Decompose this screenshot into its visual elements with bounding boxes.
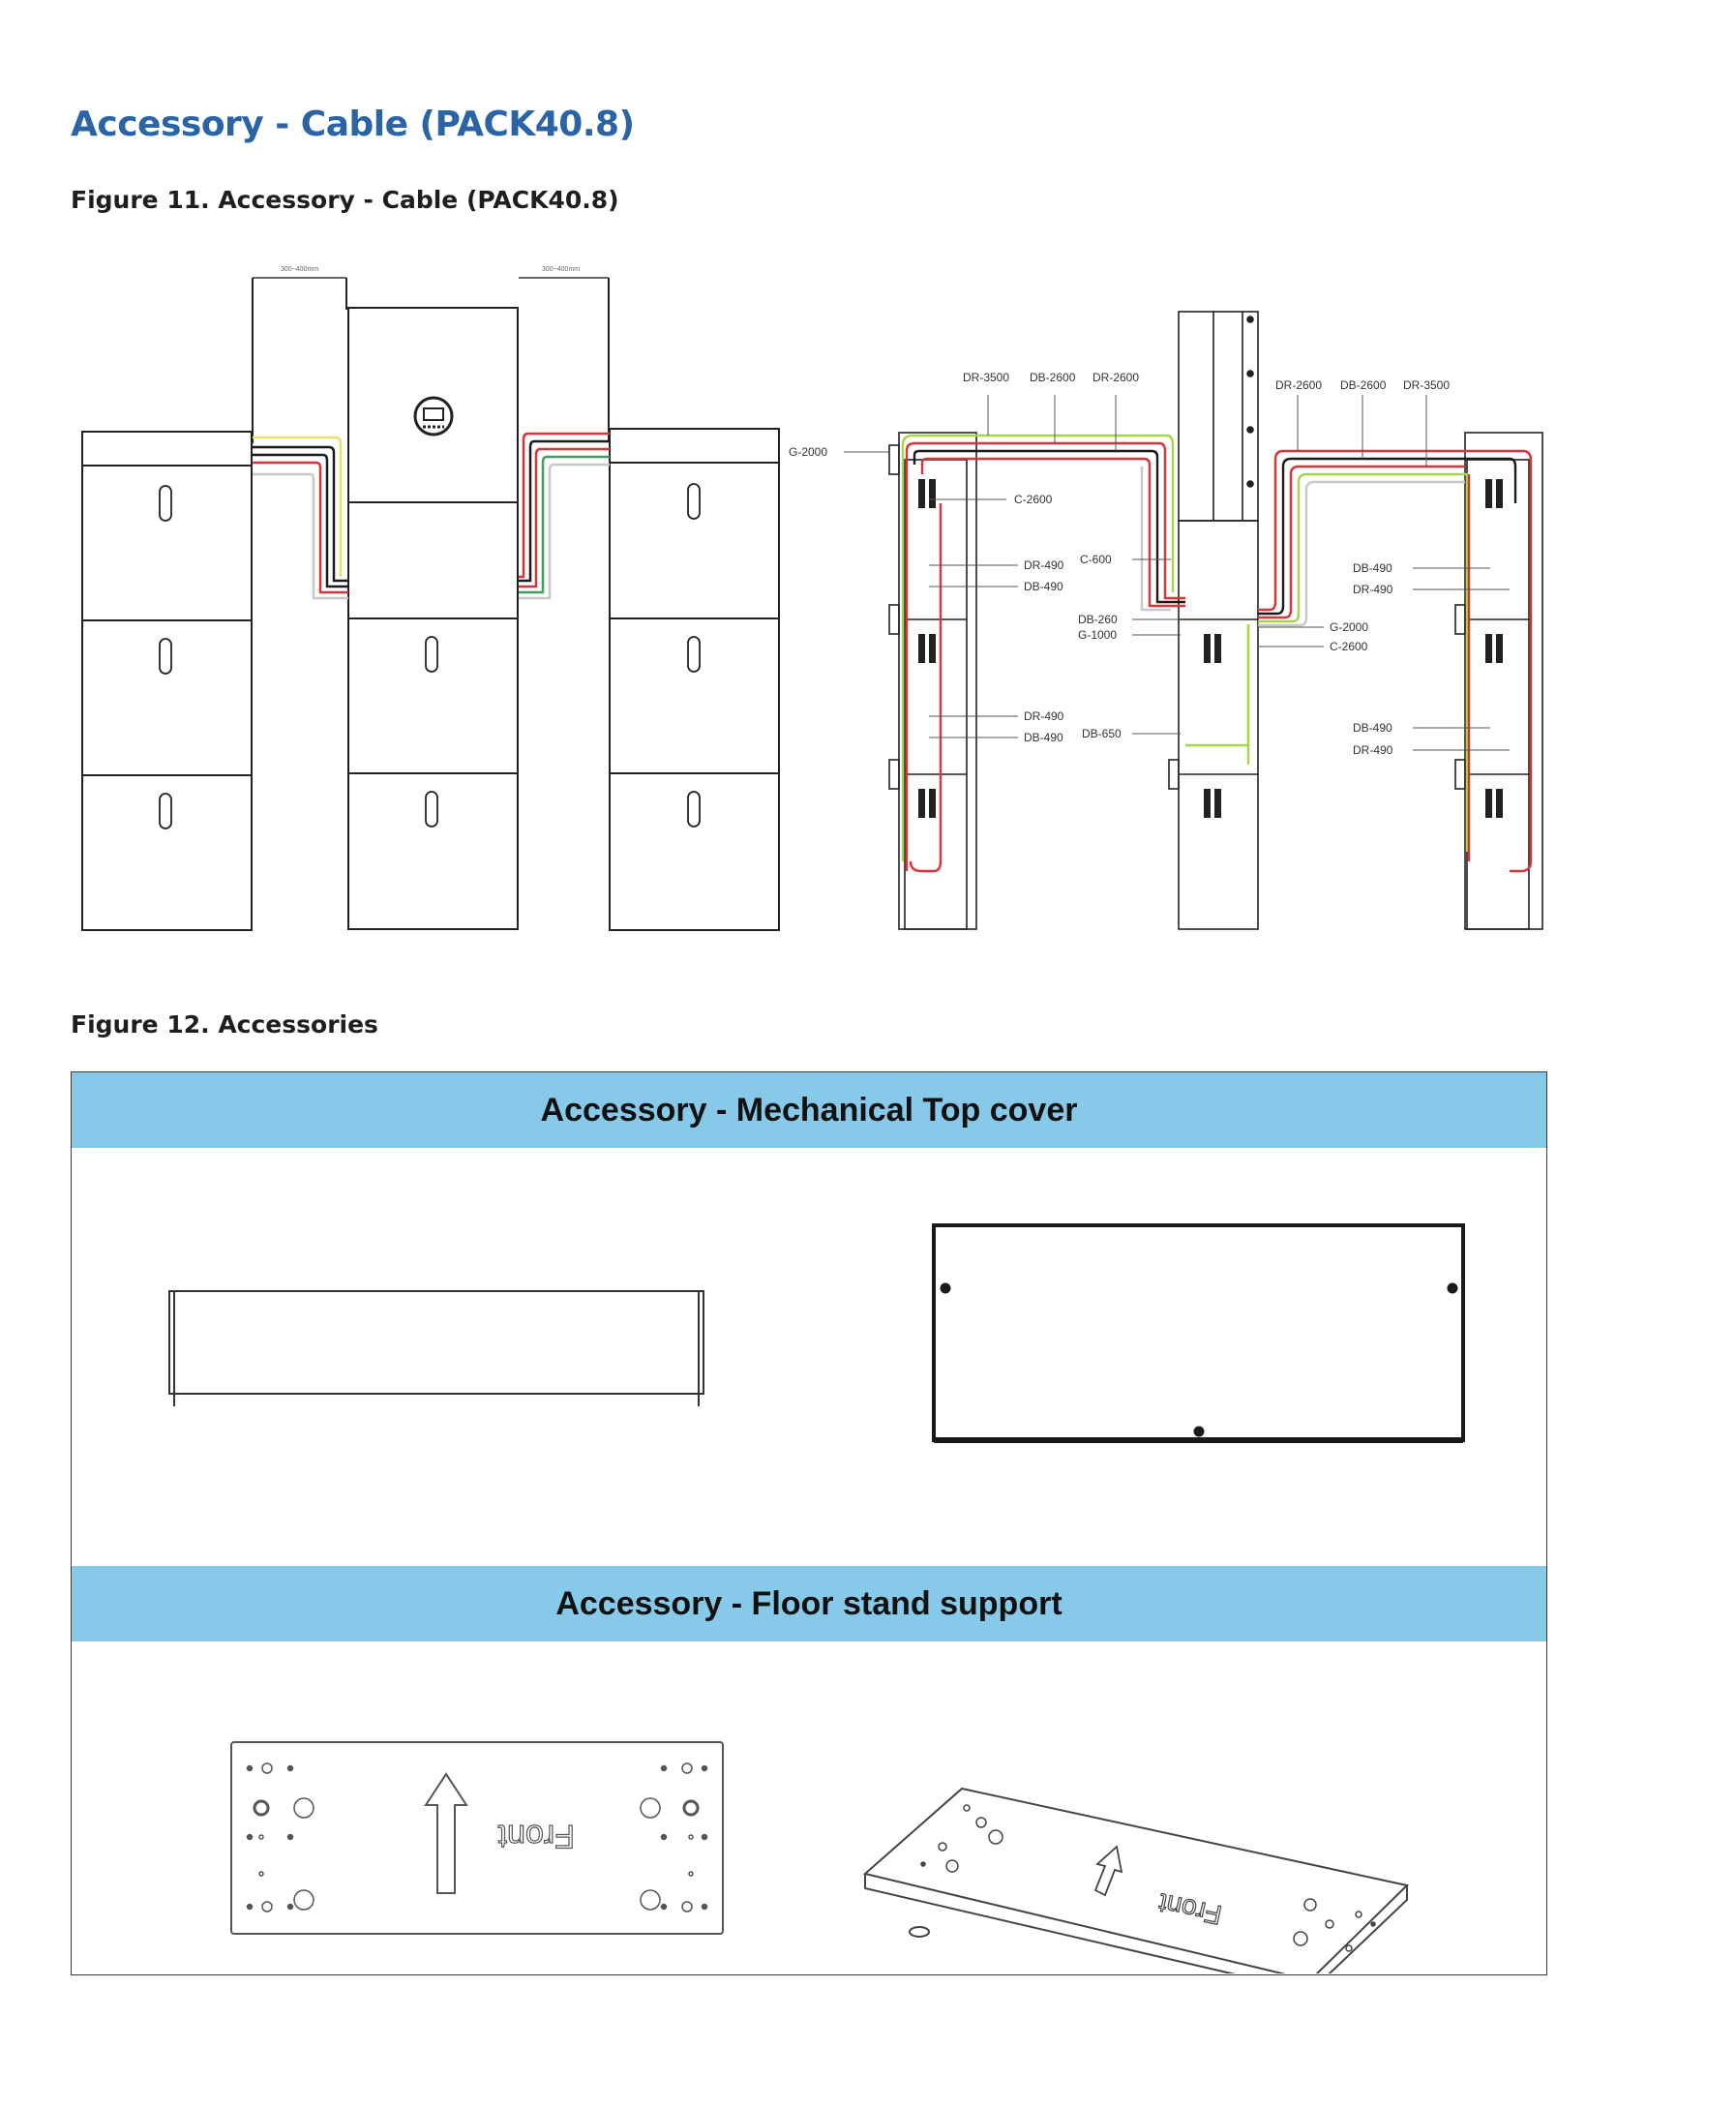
right-tower	[610, 429, 779, 930]
floor-stand-perspective-view	[865, 1789, 1407, 1973]
dimension-right	[519, 266, 609, 440]
cable-label: DB-490	[1353, 721, 1392, 735]
inverter-display-icon	[415, 398, 452, 435]
section-title-floor-stand: Accessory - Floor stand support	[555, 1584, 1063, 1622]
cable-label: DR-3500	[963, 371, 1010, 384]
section-title-top-cover: Accessory - Mechanical Top cover	[540, 1091, 1078, 1129]
cable-label: DB-2600	[1030, 371, 1076, 384]
cable-label: DB-2600	[1340, 378, 1387, 392]
connectors	[918, 479, 1503, 818]
dimension-left	[253, 266, 346, 443]
top-cover-side-view	[169, 1291, 703, 1406]
top-cover-top-view	[934, 1225, 1463, 1440]
center-rack	[1169, 521, 1258, 929]
figure-11-caption: Figure 11. Accessory - Cable (PACK40.8)	[71, 186, 619, 214]
cable-label: DR-2600	[1275, 378, 1323, 392]
cable-label: DR-3500	[1403, 378, 1451, 392]
section-title: Accessory - Cable (PACK40.8)	[71, 105, 635, 144]
figure-11-diagram	[0, 0, 1736, 968]
dimension-label: 300~400mm	[542, 266, 581, 273]
wiring-labels	[789, 371, 1450, 757]
cable-label: DR-490	[1353, 743, 1393, 757]
cable-label: DB-650	[1082, 727, 1122, 740]
leader-lines	[844, 395, 1510, 750]
cable-label: DR-490	[1024, 709, 1064, 723]
center-tower	[348, 308, 518, 929]
cable-label: DB-260	[1078, 613, 1118, 626]
front-arrow-icon	[426, 1774, 466, 1893]
cable-label: C-600	[1080, 553, 1112, 566]
cable-label: DR-490	[1024, 558, 1064, 572]
figure-12-panel	[71, 1071, 1547, 1975]
cable-label: DB-490	[1024, 731, 1063, 744]
wiring-view	[844, 312, 1542, 929]
floor-stand-front-label-perspective: Front	[1155, 1887, 1225, 1931]
front-view	[82, 266, 779, 930]
cable-label: C-2600	[1014, 493, 1053, 506]
floor-stand-front-label: Front	[497, 1818, 575, 1854]
cable-label: G-1000	[1078, 628, 1118, 642]
floor-stand-top-view	[231, 1742, 723, 1934]
left-tower	[82, 432, 252, 930]
inverter-unit	[1179, 312, 1258, 521]
cable-label: G-2000	[789, 445, 828, 459]
cable-label: DR-490	[1353, 583, 1393, 596]
right-harness	[1185, 451, 1531, 871]
dimension-label: 300~400mm	[281, 266, 319, 273]
cable-label: G-2000	[1330, 620, 1369, 634]
accessory-drawings	[72, 1072, 1545, 1973]
cable-label: DB-490	[1024, 580, 1063, 593]
cable-label: C-2600	[1330, 640, 1368, 653]
cable-label: DR-2600	[1092, 371, 1140, 384]
mounting-holes	[248, 1763, 707, 1912]
cable-label: DB-490	[1353, 561, 1392, 575]
cables-right	[519, 434, 610, 598]
cables-left	[253, 437, 348, 598]
battery-handles	[160, 484, 700, 828]
figure-12-caption: Figure 12. Accessories	[71, 1010, 378, 1039]
